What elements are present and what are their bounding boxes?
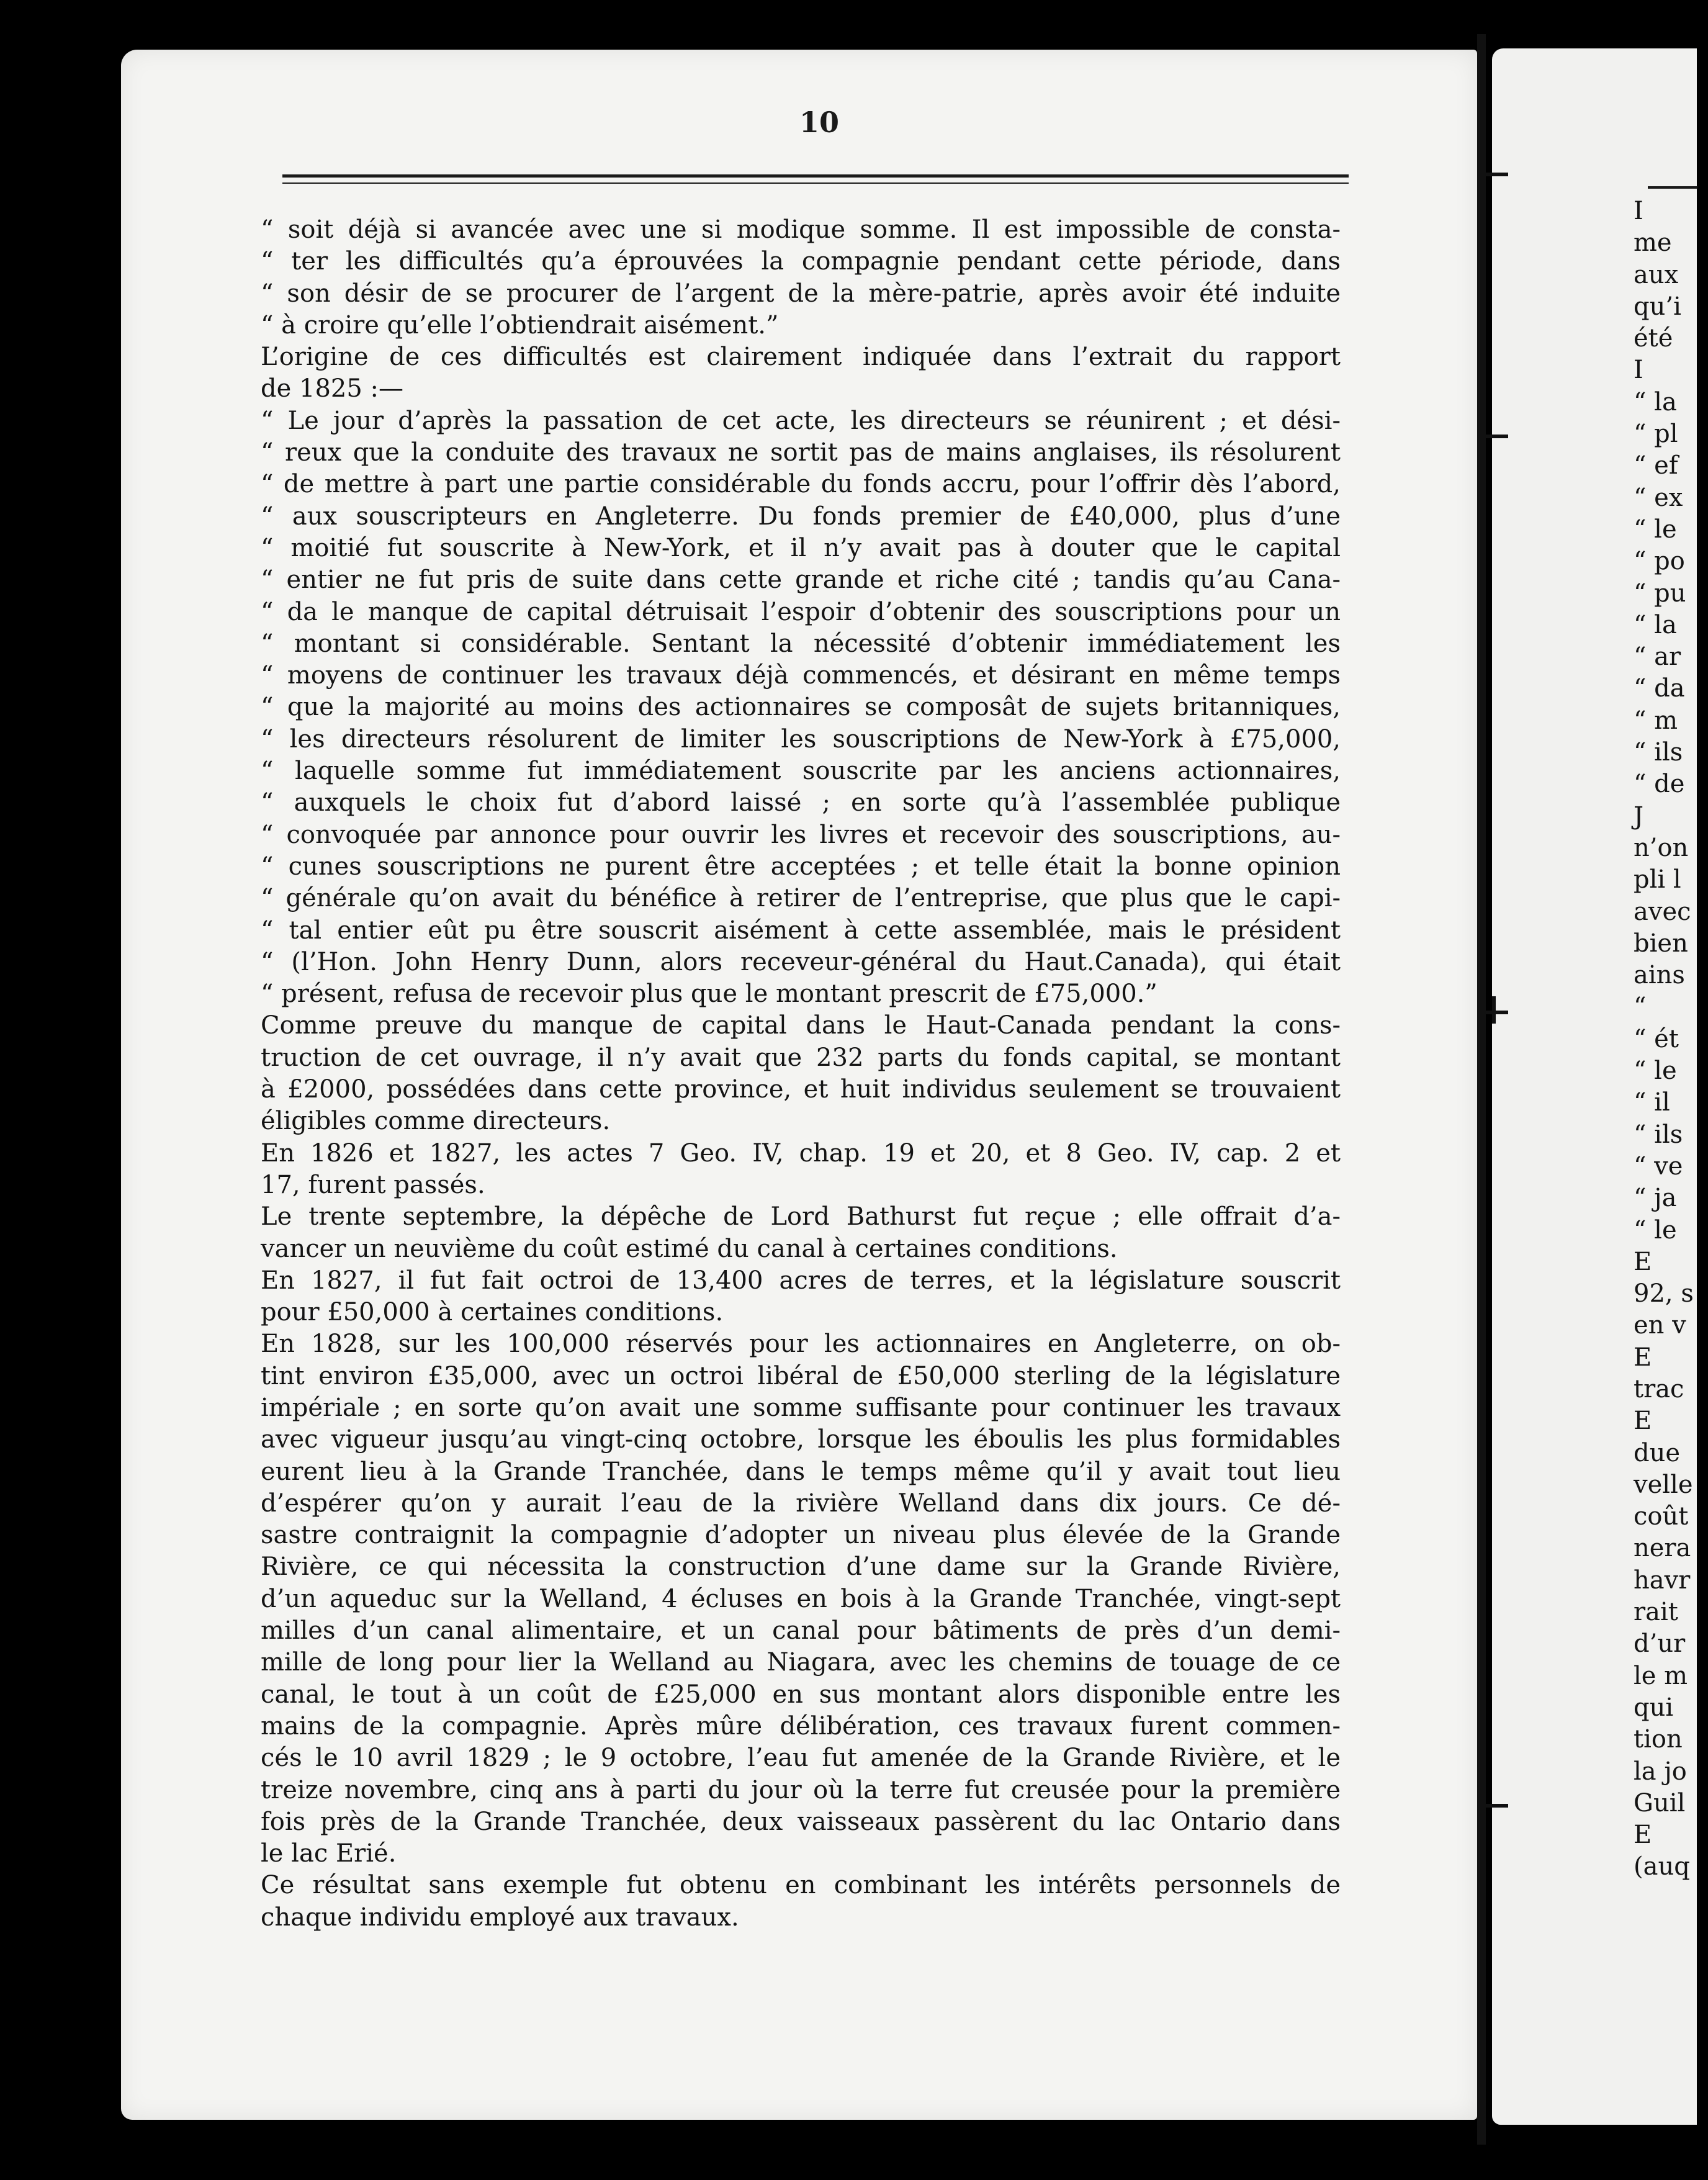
right-text-fragment: Guil (1634, 1788, 1686, 1817)
right-text-fragment: “ la (1634, 387, 1677, 417)
text-line: Comme preuve du manque de capital dans le Haut-Canada pendant la cons- (261, 1011, 1341, 1040)
text-line: mains de la compagnie. Après mûre délibération, ces travaux furent commen- (261, 1711, 1341, 1741)
right-text-fragment: été (1634, 324, 1673, 353)
text-line: “ que la majorité au moins des actionnaires se composât de sujets britanniques, (261, 693, 1341, 722)
right-text-fragment: qui (1634, 1693, 1674, 1722)
text-line: “ son désir de se procurer de l’argent de la mère-patrie, après avoir été induite (261, 279, 1341, 308)
right-text-fragment: “ (1634, 993, 1647, 1022)
page-body-text (261, 214, 1341, 1934)
text-line: “ auxquels le choix fut d’abord laissé ; en sorte qu’à l’assemblée publique (261, 788, 1341, 818)
right-page-header-rule (1648, 186, 1697, 189)
text-line: Le trente septembre, la dépêche de Lord Bathurst fut reçue ; elle offrait d’a- (261, 1202, 1341, 1232)
header-rule-thin (282, 182, 1349, 184)
text-line: d’un aqueduc sur la Welland, 4 écluses en bois à la Grande Tranchée, vingt-sept (261, 1584, 1341, 1613)
right-text-fragment: pli l (1634, 865, 1681, 894)
text-line: impériale ; en sorte qu’on avait une somme suffisante pour continuer les travaux (261, 1393, 1341, 1422)
right-text-fragment: “ ils (1634, 1120, 1683, 1149)
right-text-fragment: n’on (1634, 833, 1689, 862)
right-text-fragment: aux (1634, 260, 1679, 289)
right-page-text-fragments (1634, 196, 1708, 1883)
right-text-fragment: E (1634, 1821, 1652, 1850)
right-text-fragment: “ la (1634, 610, 1677, 639)
right-text-fragment: “ ét (1634, 1024, 1679, 1053)
text-line: “ laquelle somme fut immédiatement souscrite par les anciens actionnaires, (261, 757, 1341, 786)
right-text-fragment: “ le (1634, 515, 1677, 544)
right-text-fragment: velle (1634, 1470, 1693, 1499)
text-line: d’espérer qu’on y aurait l’eau de la rivière Welland dans dix jours. Ce dé- (261, 1489, 1341, 1518)
right-text-fragment: “ m (1634, 706, 1678, 735)
right-text-fragment: “ le (1634, 1215, 1677, 1245)
right-text-fragment: “ ils (1634, 738, 1683, 767)
text-line: Rivière, ce qui nécessita la construction d’une dame sur la Grande Rivière, (261, 1552, 1341, 1582)
text-line: chaque individu employé aux travaux. (261, 1903, 739, 1932)
text-line: éligibles comme directeurs. (261, 1107, 611, 1136)
right-text-fragment: “ il (1634, 1088, 1670, 1117)
right-text-fragment: trac (1634, 1374, 1684, 1403)
text-line: “ moitié fut souscrite à New-York, et il n’y avait pas à douter que le capital (261, 533, 1341, 562)
spine-mark (1481, 435, 1508, 438)
right-text-fragment: 92, s (1634, 1279, 1694, 1308)
right-text-fragment: nera (1634, 1534, 1691, 1563)
right-text-fragment: havr (1634, 1565, 1691, 1595)
text-line: “ moyens de continuer les travaux déjà commencés, et désirant en même temps (261, 661, 1341, 690)
right-text-fragment: J (1634, 801, 1644, 831)
book-gutter (1477, 34, 1486, 2145)
text-line: vancer un neuvième du coût estimé du canal à certaines conditions. (261, 1234, 1118, 1263)
text-line: “ les directeurs résolurent de limiter les souscriptions de New-York à £75,000, (261, 724, 1341, 754)
text-line: treize novembre, cinq ans à parti du jour où la terre fut creusée pour la première (261, 1775, 1341, 1804)
right-text-fragment: en v (1634, 1311, 1686, 1340)
right-text-fragment: I (1634, 197, 1643, 225)
right-text-fragment: coût (1634, 1502, 1689, 1531)
text-line: “ cunes souscriptions ne purent être acceptées ; et telle était la bonne opinion (261, 852, 1341, 881)
text-line: “ (l’Hon. John Henry Dunn, alors receveur-général du Haut.Canada), qui était (261, 947, 1341, 976)
text-line: avec vigueur jusqu’au vingt-cinq octobre, lorsque les éboulis les plus formidables (261, 1425, 1341, 1454)
right-text-fragment: me (1634, 228, 1672, 258)
right-text-fragment: “ pl (1634, 420, 1678, 449)
text-line: 17, furent passés. (261, 1170, 485, 1199)
right-text-fragment: E (1634, 1247, 1652, 1276)
text-line: “ da le manque de capital détruisait l’espoir d’obtenir des souscriptions pour un (261, 597, 1341, 626)
text-line: “ soit déjà si avancée avec une si modique somme. Il est impossible de consta- (261, 215, 1341, 244)
text-line: le lac Erié. (261, 1839, 397, 1868)
right-text-fragment: “ po (1634, 547, 1685, 576)
right-text-fragment: la jo (1634, 1757, 1687, 1786)
text-line: “ présent, refusa de recevoir plus que le montant prescrit de £75,000.” (261, 980, 1157, 1009)
spine-cross-mark (1492, 996, 1496, 1024)
spine-mark (1481, 173, 1508, 176)
right-text-fragment: bien (1634, 929, 1688, 958)
text-line: tint environ £35,000, avec un octroi libéral de £50,000 sterling de la législature (261, 1361, 1341, 1390)
right-text-fragment: “ ar (1634, 642, 1681, 672)
header-rule-thick (282, 174, 1349, 178)
right-text-fragment: qu’i (1634, 292, 1681, 321)
text-line: “ générale qu’on avait du bénéfice à retirer de l’entreprise, que plus que le capi- (261, 884, 1341, 913)
text-line: pour £50,000 à certaines conditions. (261, 1298, 724, 1327)
text-line: En 1827, il fut fait octroi de 13,400 acres de terres, et la législature souscrit (261, 1266, 1341, 1295)
right-text-fragment: due (1634, 1438, 1681, 1467)
right-text-fragment: I (1634, 356, 1643, 385)
text-line: à £2000, possédées dans cette province, et huit individus seulement se trouvaient (261, 1075, 1341, 1104)
right-text-fragment: “ de (1634, 770, 1685, 799)
right-text-fragment: tion (1634, 1725, 1683, 1754)
text-line: Ce résultat sans exemple fut obtenu en combinant les intérêts personnels de (261, 1871, 1341, 1900)
right-text-fragment: “ ja (1634, 1184, 1677, 1213)
text-line: mille de long pour lier la Welland au Niagara, avec les chemins de touage de ce (261, 1648, 1341, 1677)
text-line: L’origine de ces difficultés est clairement indiquée dans l’extrait du rapport (261, 343, 1341, 372)
right-text-fragment: “ ex (1634, 483, 1683, 512)
text-line: cés le 10 avril 1829 ; le 9 octobre, l’eau fut amenée de la Grande Rivière, et le (261, 1744, 1341, 1773)
text-line: “ tal entier eût pu être souscrit aisément à cette assemblée, mais le président (261, 916, 1341, 945)
text-line: En 1828, sur les 100,000 réservés pour les actionnaires en Angleterre, on ob- (261, 1330, 1341, 1359)
text-line: “ entier ne fut pris de suite dans cette grande et riche cité ; tandis qu’au Cana- (261, 565, 1341, 595)
right-text-fragment: “ ve (1634, 1151, 1683, 1181)
text-line: “ à croire qu’elle l’obtiendrait aisément.” (261, 310, 779, 340)
right-text-fragment: avec (1634, 897, 1691, 926)
text-line: “ de mettre à part une partie considérable du fonds accru, pour l’offrir dès l’abord, (261, 470, 1341, 499)
text-line: “ ter les difficultés qu’a éprouvées la compagnie pendant cette période, dans (261, 247, 1341, 276)
text-line: “ Le jour d’après la passation de cet acte, les directeurs se réunirent ; et dési- (261, 406, 1341, 435)
text-line: “ convoquée par annonce pour ouvrir les livres et recevoir des souscriptions, au- (261, 820, 1341, 849)
right-text-fragment: le m (1634, 1661, 1688, 1690)
right-text-fragment: E (1634, 1343, 1652, 1372)
right-text-fragment: d’ur (1634, 1629, 1686, 1659)
text-line: canal, le tout à un coût de £25,000 en sus montant alors disponible entre les (261, 1680, 1341, 1709)
right-text-fragment: “ da (1634, 674, 1685, 703)
text-line: “ aux souscripteurs en Angleterre. Du fonds premier de £40,000, plus d’une (261, 502, 1341, 531)
right-text-fragment: (auq (1634, 1852, 1690, 1881)
text-line: En 1826 et 1827, les actes 7 Geo. IV, chap. 19 et 20, et 8 Geo. IV, cap. 2 et (261, 1138, 1341, 1168)
right-text-fragment: ains (1634, 961, 1685, 990)
text-line: sastre contraignit la compagnie d’adopter un niveau plus élevée de la Grande (261, 1521, 1341, 1550)
text-line: fois près de la Grande Tranchée, deux vaisseaux passèrent du lac Ontario dans (261, 1807, 1341, 1836)
right-text-fragment: “ ef (1634, 451, 1678, 480)
text-line: eurent lieu à la Grande Tranchée, dans le temps même qu’il y avait tout lieu (261, 1457, 1341, 1486)
right-text-fragment: rait (1634, 1598, 1678, 1627)
text-line: “ reux que la conduite des travaux ne sortit pas de mains anglaises, ils résolurent (261, 438, 1341, 467)
right-text-fragment: E (1634, 1407, 1652, 1436)
right-text-fragment: “ pu (1634, 579, 1686, 608)
text-line: “ montant si considérable. Sentant la nécessité d’obtenir immédiatement les (261, 629, 1341, 658)
text-line: de 1825 :— (261, 374, 403, 403)
right-text-fragment: “ le (1634, 1056, 1677, 1086)
text-line: milles d’un canal alimentaire, et un canal pour bâtiments de près d’un demi- (261, 1616, 1341, 1646)
page-number: 10 (799, 106, 839, 139)
text-line: truction de cet ouvrage, il n’y avait que 232 parts du fonds capital, se montant (261, 1043, 1341, 1072)
spine-mark (1481, 1804, 1508, 1808)
